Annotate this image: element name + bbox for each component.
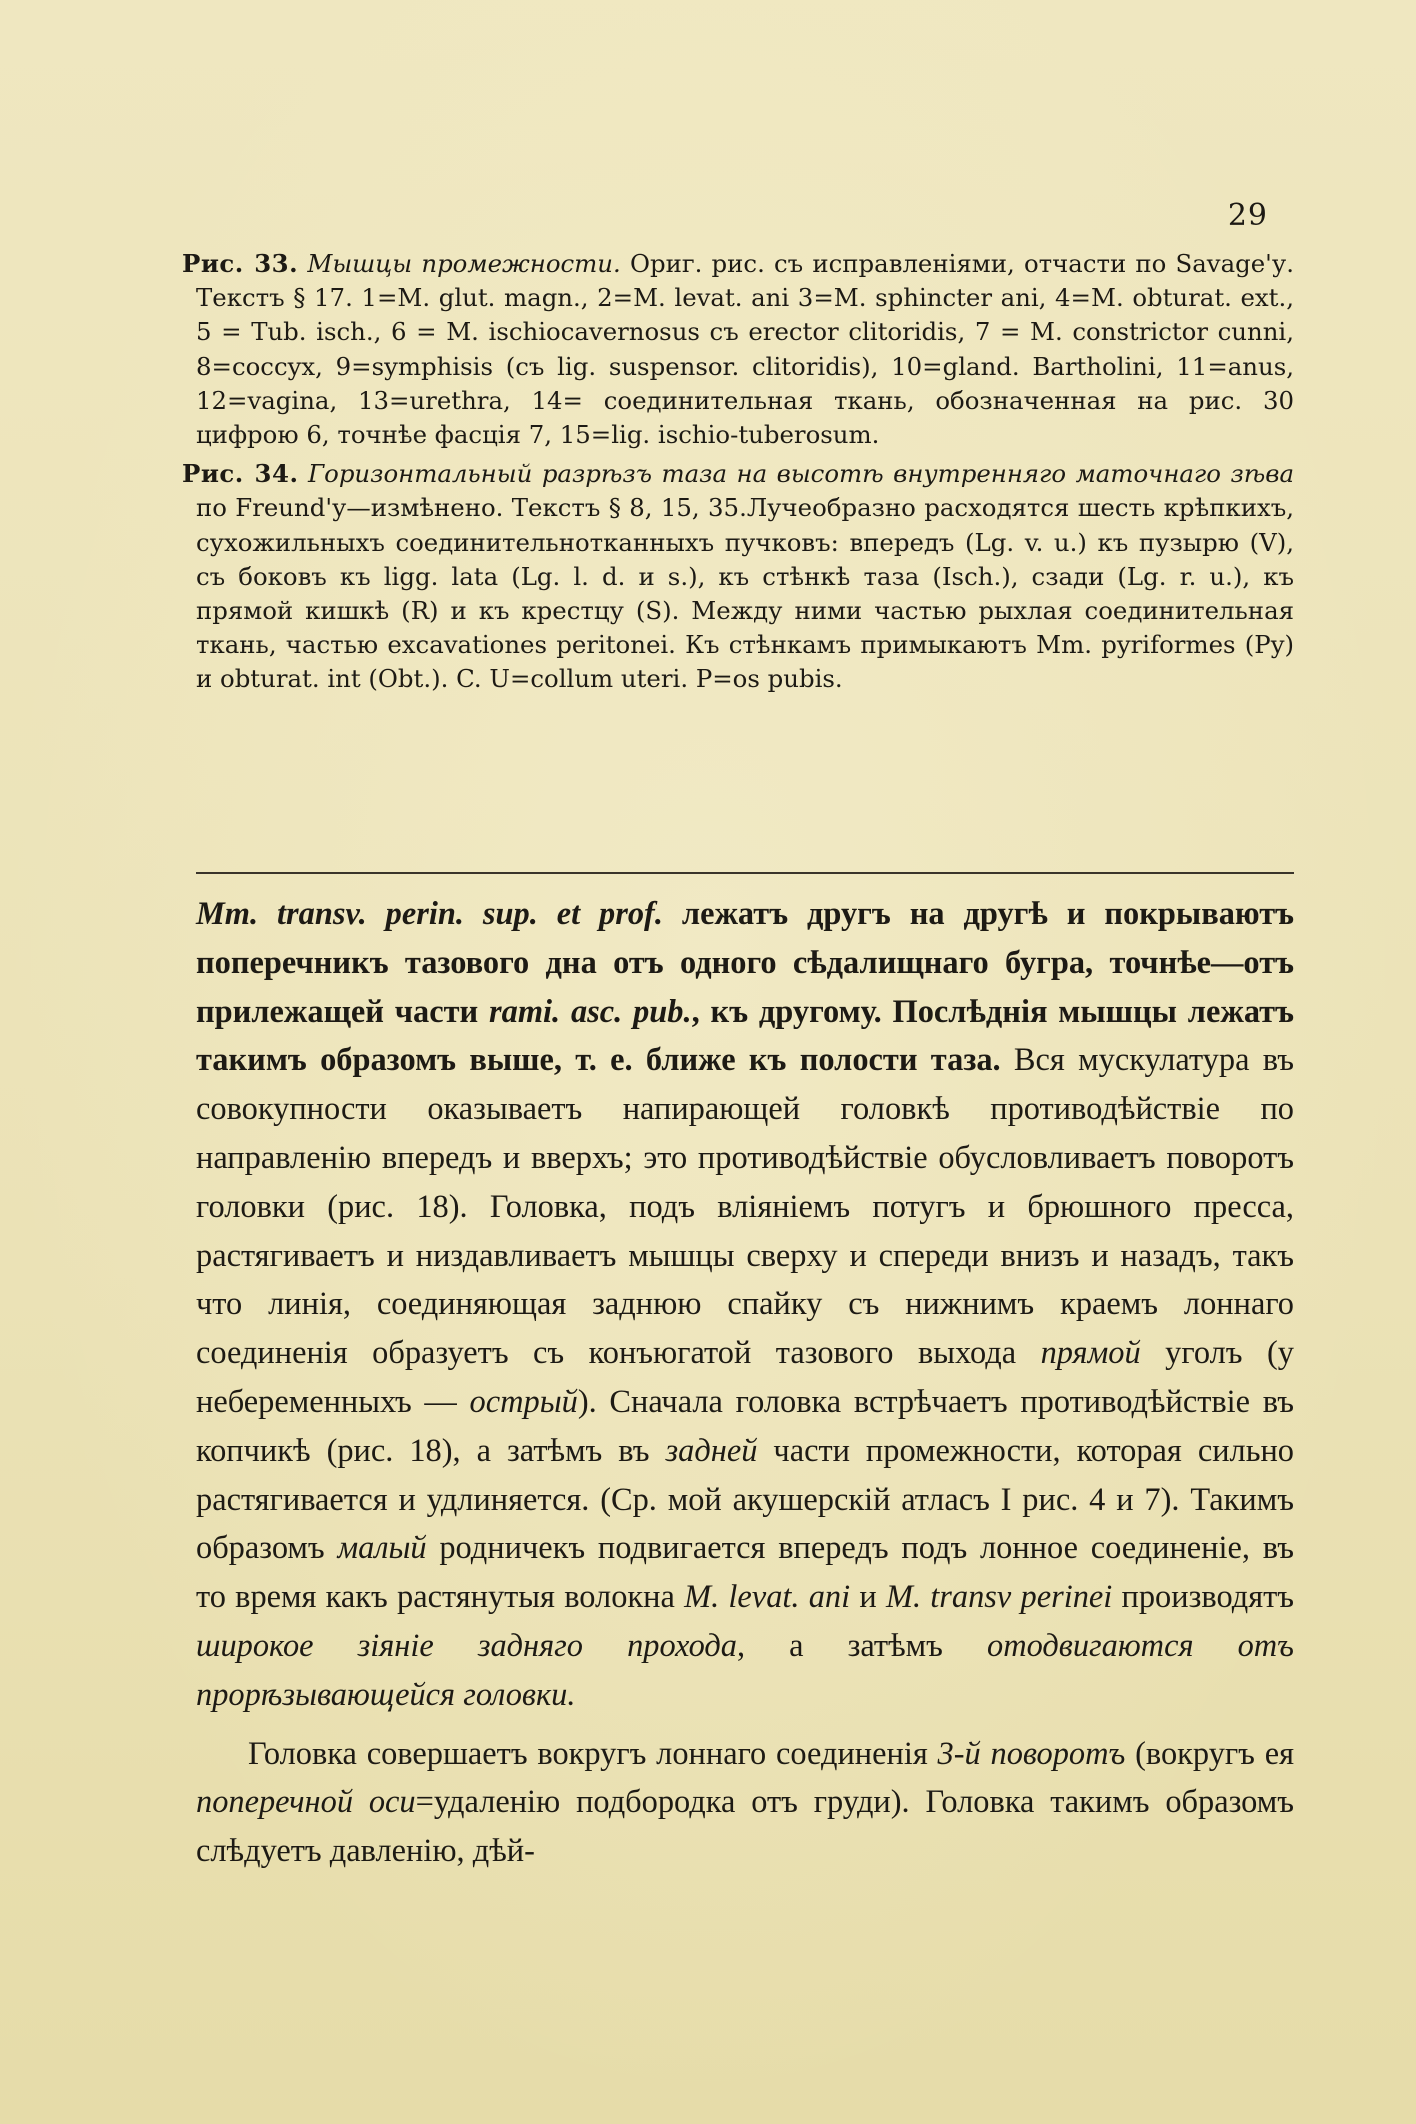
text-run: =удаленію подбородка отъ груди). Головка такимъ образомъ слѣдуетъ давленію, дѣй- xyxy=(196,1784,1294,1870)
emphasis: 3-й поворотъ xyxy=(937,1735,1126,1772)
text-run: ). Сначала головка встрѣчаетъ противодѣйствіе въ копчикѣ (рис. 18), а затѣмъ въ xyxy=(196,1383,1294,1469)
main-text xyxy=(196,890,1294,1876)
emphasis: отодвигаются отъ прорѣзывающейся головки. xyxy=(196,1627,1294,1713)
text-run: производятъ xyxy=(1112,1579,1295,1616)
paragraph xyxy=(196,890,1294,1720)
emphasis: широкое зіяніе задняго прохода xyxy=(196,1627,737,1664)
latin-term: rami. asc. pub. xyxy=(489,993,692,1030)
latin-term: M. transv perinei xyxy=(885,1579,1113,1616)
text-run: части промежности, которая сильно растягивается и удлиняется. (Ср. мой акушерскій атласъ I рис. 4 и 7). Такимъ образомъ xyxy=(196,1432,1295,1567)
page-number: 29 xyxy=(1227,198,1268,233)
emphasis: поперечной оси xyxy=(196,1784,416,1821)
text-run: лежатъ другъ на другѣ и покрываютъ поперечникъ тазового дна отъ одного сѣдалищнаго бугра, точнѣе—отъ прилежащей части xyxy=(196,896,1295,1030)
emphasis: прямой xyxy=(1040,1335,1141,1372)
emphasis: острый xyxy=(469,1383,578,1420)
caption-text: по Freund'у—измѣнено. Текстъ § 8, 15, 35.Лучеобразно расходятся шесть крѣпкихъ, сухожильныхъ соединительнотканныхъ пучковъ: впередъ (Lg. v. u.) къ пузырю (V), съ боковъ къ ligg. lata (Lg. l. d. и s.), къ стѣнкѣ таза (Isch.), сзади (Lg. r. u.), къ прямой кишкѣ (R) и къ крестцу (S). Между ними частью рыхлая соединительная ткань, частью excavationes peritonei. Къ стѣнкамъ примыкаютъ Mm. pyriformes (Py) и obturat. int (Obt.). C. U=collum uteri. P=os pubis. xyxy=(196,493,1294,694)
caption-title: Мышцы промежности. xyxy=(307,249,621,278)
latin-term: M. levat. ani xyxy=(684,1579,851,1616)
caption-label: Рис. 34. xyxy=(182,459,299,489)
latin-term: Mm. transv. perin. sup. et prof. xyxy=(196,896,663,932)
text-run: , а затѣмъ xyxy=(736,1627,988,1664)
emphasis: малый xyxy=(337,1530,427,1567)
caption-label: Рис. 33. xyxy=(182,249,299,278)
caption-title: Горизонтальный разрѣзъ таза на высотѣ внутренняго маточнаго зѣва xyxy=(307,459,1295,489)
text-run: родничекъ подвигается впередъ подъ лонное соединеніе, въ то время какъ растянутыя волокна xyxy=(196,1530,1294,1616)
figure-caption-33 xyxy=(182,247,1294,452)
figure-caption-34 xyxy=(182,457,1295,696)
paragraph xyxy=(196,1730,1294,1876)
text-run: , къ другому. Послѣднія мышцы лежатъ такимъ образомъ выше, т. е. ближе къ полости таза. xyxy=(196,993,1294,1079)
figure-captions xyxy=(182,247,1295,697)
text-run: (вокругъ ея xyxy=(1125,1735,1294,1772)
text-run: уголъ (у небеременныхъ — xyxy=(196,1335,1294,1420)
emphasis: задней xyxy=(665,1432,758,1469)
text-run: и xyxy=(850,1579,886,1616)
section-divider xyxy=(196,872,1294,874)
text-run: Вся мускулатура въ совокупности оказываетъ напирающей головкѣ противодѣйствіе по направленію впередъ и вверхъ; это противодѣйствіе обусловливаетъ поворотъ головки (рис. 18). Головка, подъ вліяніемъ потугъ и брюшного пресса, растягиваетъ и низдавливаетъ мышцы сверху и спереди внизъ и назадъ, такъ что линія, соединяющая заднюю спайку съ нижнимъ краемъ лоннаго соединенія образуетъ съ конъюгатой тазового выхода xyxy=(196,1042,1294,1372)
caption-text: Ориг. рис. съ исправленіями, отчасти по Savage'у. Текстъ § 17. 1=M. glut. magn., 2=M. levat. ani 3=M. sphincter ani, 4=M. obturat. ext., 5 = Tub. isch., 6 = M. ischiocavernosus съ erector clitoridis, 7 = M. constrictor cunni, 8=coccyx, 9=symphisis (съ lig. suspensor. clitoridis), 10=gland. Bartholini, 11=anus, 12=vagina, 13=urethra, 14= соединительная ткань, обозначенная на рис. 30 цифрою 6, точнѣе фасція 7, 15=lig. ischio-tuberosum. xyxy=(196,249,1294,450)
text-run: Головка совершаетъ вокругъ лоннаго соединенія xyxy=(248,1735,938,1772)
